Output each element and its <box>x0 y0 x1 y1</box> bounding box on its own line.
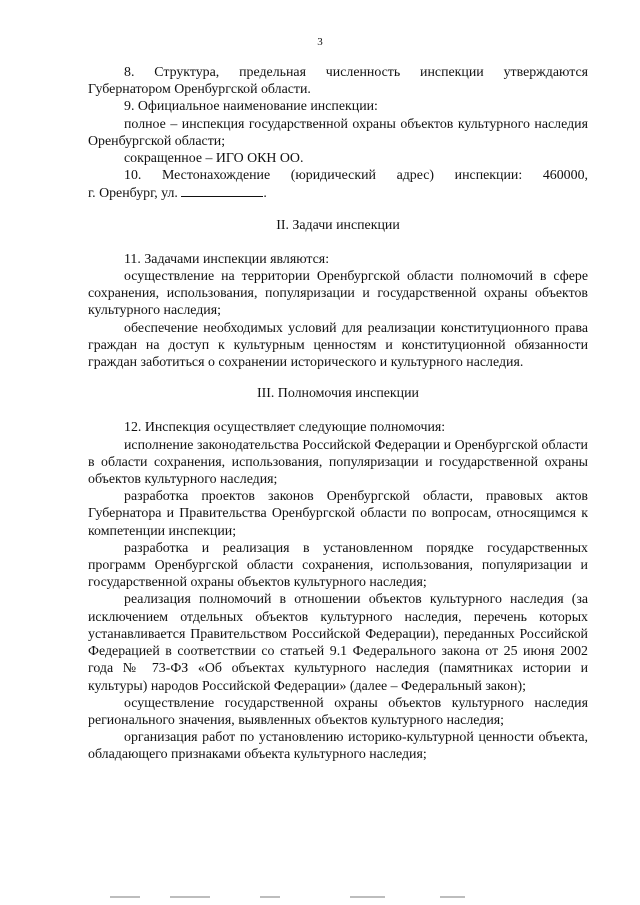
paragraph-9-short-name: сокращенное – ИГО ОКН ОО. <box>124 151 304 167</box>
paragraph-8: 8. Структура, предельная численность инспекции утверждаются Губернатором Оренбургской области. <box>88 65 588 98</box>
paragraph-10: 10. Местонахождение (юридический адрес) инспекции: 460000, <box>124 168 588 184</box>
paragraph-12: 12. Инспекция осуществляет следующие полномочия: <box>124 420 446 436</box>
section-2-heading: II. Задачи инспекции <box>276 217 400 233</box>
paragraph-12-power-d: реализация полномочий в отношении объектов культурного наследия (за исключением отдельных объектов культурного наследия, перечень которых устанавливается Правительством Российской Федерации), переданных Российской Федерацией в соответствии со статьей 9.1 Федерального закона от 25 июня 2002 года № 73-ФЗ «Об объектах культурного наследия (памятниках истории и культуры) народов Российской Федерации» (далее – Федеральный закон); <box>88 592 588 694</box>
paragraph-11-task-a: осуществление на территории Оренбургской области полномочий в сфере сохранения, использования, популяризации и государственной охраны объектов культурного наследия; <box>88 269 588 319</box>
scan-mark <box>350 896 385 898</box>
paragraph-10-address <box>88 184 588 202</box>
paragraph-11-task-b: обеспечение необходимых условий для реализации конституционного права граждан на доступ к культурным ценностям и конституционной обязанности граждан заботиться о сохранении исторического и культурного наследия. <box>88 320 588 371</box>
paragraph-12-power-e: осуществление государственной охраны объектов культурного наследия регионального значения, выявленных объектов культурного наследия; <box>88 695 588 728</box>
page-number: 3 <box>317 36 323 48</box>
scan-mark <box>440 896 465 898</box>
paragraph-9: 9. Официальное наименование инспекции: <box>124 99 378 115</box>
paragraph-12-power-f: организация работ по установлению историко-культурной ценности объекта, обладающего признаками объекта культурного наследия; <box>88 730 588 763</box>
document-body <box>88 64 588 764</box>
address-city: г. Оренбург, ул. <box>88 186 178 202</box>
scan-mark <box>260 896 280 898</box>
address-end: . <box>263 186 267 202</box>
scan-mark <box>110 896 140 898</box>
address-blank-line <box>181 184 263 197</box>
section-3-heading: III. Полномочия инспекции <box>256 386 419 402</box>
scan-mark <box>170 896 210 898</box>
scan-artifact-marks <box>110 896 510 902</box>
paragraph-12-power-c: разработка и реализация в установленном порядке государственных программ Оренбургской области сохранения, использования, популяризации и государственной охраны объектов культурного наследия; <box>88 540 588 591</box>
paragraph-11: 11. Задачами инспекции являются: <box>124 251 330 267</box>
paragraph-9-full-name: полное – инспекция государственной охраны объектов культурного наследия Оренбургской области; <box>88 116 588 149</box>
paragraph-12-power-b: разработка проектов законов Оренбургской области, правовых актов Губернатора и Правительства Оренбургской области по вопросам, относящимся к компетенции инспекции; <box>88 489 588 539</box>
paragraph-12-power-a: исполнение законодательства Российской Федерации и Оренбургской области в области сохранения, использования, популяризации и государственной охраны объектов культурного наследия; <box>88 437 588 488</box>
